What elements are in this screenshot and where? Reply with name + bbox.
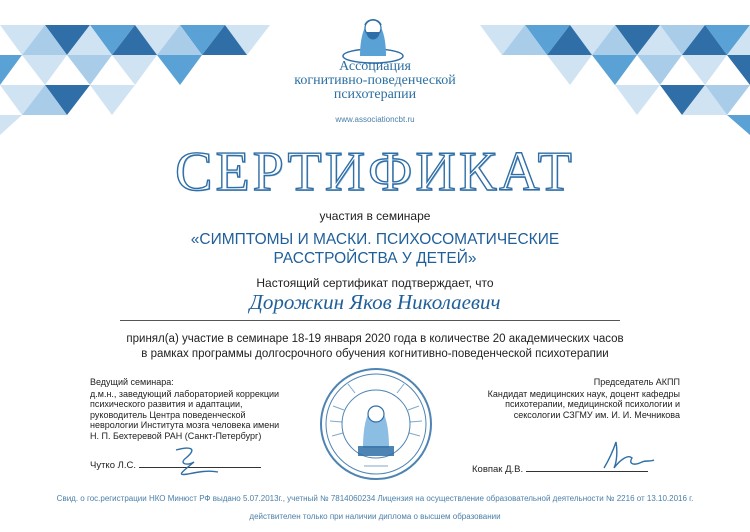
left-signatory-line: Н. П. Бехтеревой РАН (Санкт-Петербург) xyxy=(90,430,262,441)
left-signatory-line: психического развития и адаптации, xyxy=(90,399,243,410)
right-triangle-band xyxy=(480,25,750,135)
participation-details xyxy=(60,332,690,362)
left-triangle-band xyxy=(0,25,270,135)
recipient-underline xyxy=(120,320,620,321)
association-name-line3: психотерапии xyxy=(333,87,417,102)
association-name-line1: Ассоциация xyxy=(339,59,411,74)
certificate-subtitle: участия в семинаре xyxy=(319,209,431,223)
right-signatory-line: психотерапии, медицинской психологии и xyxy=(505,399,680,410)
left-signatory-info xyxy=(90,377,330,442)
left-signatory-line: руководитель Центра поведенческой xyxy=(90,409,246,420)
right-signatory-line: Кандидат медицинских наук, доцент кафедры xyxy=(487,388,680,399)
seminar-title xyxy=(100,230,650,268)
association-name xyxy=(250,60,500,102)
right-signatory-role: Председатель АКПП xyxy=(593,377,680,387)
confirmation-text: Настоящий сертификат подтверждает, что xyxy=(256,276,494,290)
validity-footer: действителен только при наличии диплома о высшем образовании xyxy=(249,512,501,521)
certificate-title: СЕРТИФИКАТ xyxy=(175,141,575,203)
left-signatory-name: Чутко Л.С. xyxy=(90,460,136,471)
right-signature-scribble xyxy=(598,438,658,474)
right-signatory-name: Ковпак Д.В. xyxy=(472,464,524,475)
left-signature-scribble xyxy=(168,442,228,482)
registration-footer: Свид. о гос.регистрации НКО Минюст РФ выдано 5.07.2013г., учетный № 7814060234 Лицензия на осуществление образовательной деятельности № 2216 от 13.10.2016 г. xyxy=(56,494,694,503)
recipient-name: Дорожкин Яков Николаевич xyxy=(249,290,501,314)
left-signatory-role: Ведущий семинара: xyxy=(90,377,174,387)
association-name-line2: когнитивно-поведенческой xyxy=(294,73,456,88)
left-signatory-line: неврологии Института мозга человека имени xyxy=(90,420,280,431)
association-website: www.associationcbt.ru xyxy=(335,115,415,124)
seminar-title-line1: «СИМПТОМЫ И МАСКИ. ПСИХОСОМАТИЧЕСКИЕ xyxy=(190,231,560,248)
seminar-title-line2: РАССТРОЙСТВА У ДЕТЕЙ» xyxy=(273,250,477,267)
right-signatory-info xyxy=(430,377,680,420)
association-stamp xyxy=(318,366,434,482)
participation-details-line1: принял(а) участие в семинаре 18-19 января 2020 года в количестве 20 академических часов xyxy=(126,333,624,345)
participation-details-line2: в рамках программы долгосрочного обучения когнитивно-поведенческой психотерапии xyxy=(141,348,609,360)
portrait-logo-icon xyxy=(338,8,408,66)
left-signatory-line: д.м.н., заведующий лабораторией коррекции xyxy=(90,388,280,399)
right-signatory-line: сексологии СЗГМУ им. И. И. Мечникова xyxy=(513,409,680,420)
